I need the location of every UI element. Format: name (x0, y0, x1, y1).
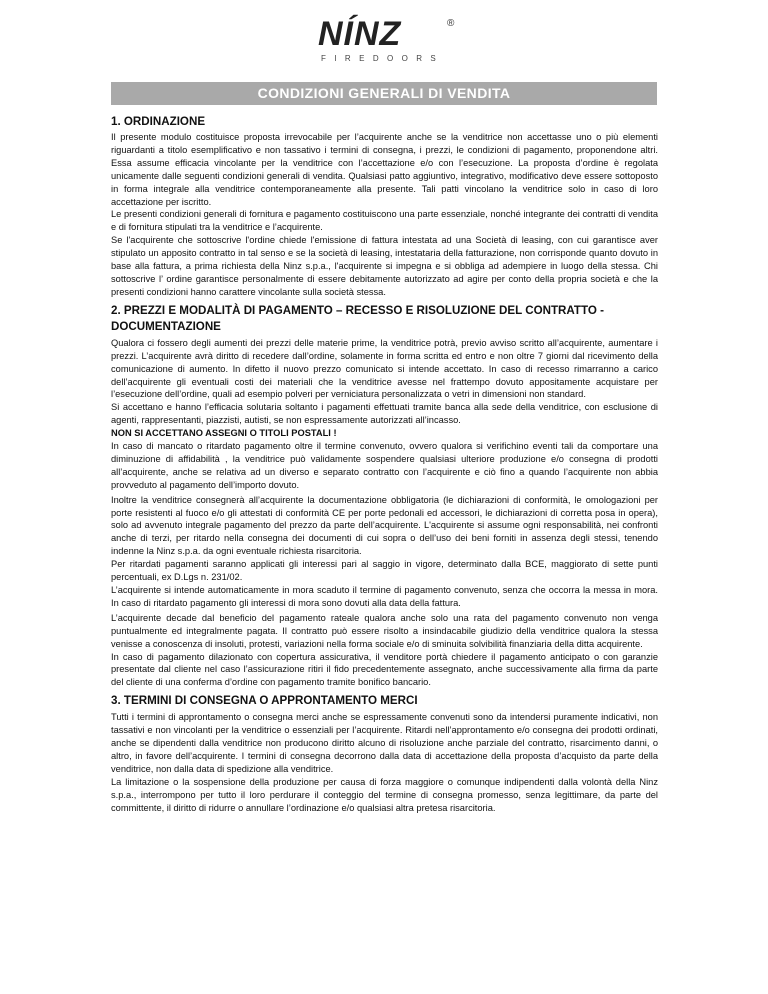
paragraph: Il presente modulo costituisce proposta irrevocabile per l’acquirente anche se la venditrice non accettasse uno o più elementi riguardanti a titolo esemplificativo e non tassativo i termini di consegna, i prezzi, le condizioni di pagamento, proponendone altri. Essa assume efficacia vincolante per la venditrice con l’accettazione e/o con l’esecuzione. La proposta d’ordine è regolata unicamente dalle seguenti condizioni generali di vendita. Qualsiasi patto aggiuntivo, integrativo, modificativo deve essere sottoposto in forma integrale alla venditrice contemporaneamente alla presente. Tali patti vincolano la venditrice solo in caso di loro accettazione per iscritto. (111, 132, 658, 207)
registered-mark: ® (447, 18, 455, 29)
paragraph: Tutti i termini di approntamento o consegna merci anche se espressamente convenuti sono da intendersi puramente indicativi, non tassativi e non vincolanti per la venditrice o essenziali per l’acquirente. Ritardi nell’approntamento e/o consegna dei prodotti ordinati, anche se dipendenti dalla venditrice non producono diritto alcuno di risoluzione anche parziale del contratto, risarcimento danni, o altro, in favore dell’acquirente. I termini di consegna decorrono dalla data di accettazione della proposta d’acquisto da parte della venditrice, non dalla data di spedizione alla venditrice. (111, 712, 658, 774)
section-heading-ordinazione: 1. ORDINAZIONE (111, 115, 206, 128)
logo-subtitle: FIREDOORS (321, 54, 445, 63)
document-title-banner: CONDIZIONI GENERALI DI VENDITA (111, 82, 657, 105)
paragraph: Inoltre la venditrice consegnerà all’acquirente la documentazione obbligatoria (le dichiarazioni di conformità, le omologazioni per porte resistenti al fuoco e/o gli attestati di conformità CE per porte pedonali ed accessori, le dichiarazioni di corretta posa in opera), solo ad avvenuto integrale pagamento del prezzo da parte dell’acquirente. L'acquirente si assume ogni responsabilità, nei confronti anche di terzi, per ritardo nella consegna dei documenti di cui sopra o dell’uso dei beni forniti in assenza degli stessi, tenendo indenne la Ninz s.p.a. da ogni eventuale richiesta risarcitoria. (111, 494, 658, 557)
paragraph: La limitazione o la sospensione della produzione per causa di forza maggiore o comunque indipendenti dalla volontà della Ninz s.p.a., interrompono per tutto il loro perdurare il conteggio del termine di consegna promesso, senza legittimare, da parte del committente, il diritto di ridurre o annullare l’ordinazione e/o qualsiasi altra pretesa risarcitoria. (111, 776, 658, 813)
paragraph: In caso di pagamento dilazionato con copertura assicurativa, il venditore portà chiedere il pagamento anticipato o con garanzie presentate dal cliente nel caso l’assicurazione ritiri il fido precedentemente assegnato, anche successivamente alla firma da parte del cliente di una conferma d’ordine con pagamento tramite bonifico bancario. (111, 651, 658, 688)
paragraph: Se l'acquirente che sottoscrive l'ordine chiede l'emissione di fattura intestata ad una Società di leasing, con cui garantisce aver stipulato un apposito contratto in tal senso e se la società di leasing, intestataria della fatturazione, non corrisponde quanto dovuto in base alla fattura, a prima richiesta della Ninz s.p.a., l'acquirente si impegna e si obbliga ad adempiere in luogo della stessa. Chi sottoscrive l’ ordine garantisce personalmente di essere debitamente autorizzato ad agire per conto della propria società e che la presenti condizioni hanno carattere vincolante sulla società stessa. (111, 235, 658, 297)
paragraph: Le presenti condizioni generali di fornitura e pagamento costituiscono una parte essenziale, nonché integrante dei contratti di vendita e di fornitura stipulati tra la venditrice e l’acquirente. (111, 209, 658, 233)
document-body (111, 112, 658, 815)
section-heading-termini: 3. TERMINI DI CONSEGNA O APPRONTAMENTO MERCI (111, 694, 418, 708)
paragraph: L’acquirente si intende automaticamente in mora scaduto il termine di pagamento convenuto, senza che occorra la messa in mora. In caso di ritardato pagamento gli interessi di mora sono dovuti alla data della fattura. (111, 585, 658, 608)
section-heading-prezzi: 2. PREZZI E MODALITÀ DI PAGAMENTO – RECESSO E RISOLUZIONE DEL CONTRATTO - DOCUMENTAZIONE (111, 303, 604, 333)
paragraph: Qualora ci fossero degli aumenti dei prezzi delle materie prime, la venditrice potrà, previo avviso scritto all’acquirente, aumentare i prezzi. L’acquirente avrà diritto di recedere dall’ordine, solamente in forma scritta ed entro e non oltre 7 giorni dal ricevimento della comunicazione di aumento. In difetto il nuovo prezzo comunicato si intende accettato. In caso di recesso rimarranno a carico dell’acquirente gli eventuali costi dei materiali che la venditrice avesse nel frattempo dovuto appositamente acquistare per l’esecuzione dell’ordine, quali ad esempio polveri per verniciatura personalizzata o vetri in dimensioni non standard. (111, 337, 658, 400)
company-logo (0, 16, 768, 64)
logo-wordmark: NÍNZ (318, 15, 402, 53)
paragraph: L’acquirente decade dal beneficio del pagamento rateale qualora anche solo una rata del pagamento convenuto non venga puntualmente ed integralmente pagata. Il contratto può essere risolto a insindacabile giudizio della venditrice qualora la stessa venisse a conoscenza di insoluti, protesti, variazioni nella forma sociale e/o di sminuita solvibilità finanziaria della ditta acquirente. (111, 612, 658, 649)
paragraph: Si accettano e hanno l’efficacia solutaria soltanto i pagamenti effettuati tramite banca alla sede della venditrice, con esclusione di agenti, rappresentanti, piazzisti, autisti, se non espressamente autorizzati all’incasso. (111, 402, 658, 426)
paragraph: Per ritardati pagamenti saranno applicati gli interessi pari al saggio in vigore, determinato dalla BCE, maggiorato di sette punti percentuali, ex D.Lgs n. 231/02. (111, 559, 658, 583)
notice-no-cheques: NON SI ACCETTANO ASSEGNI O TITOLI POSTALI ! (111, 428, 337, 439)
paragraph: In caso di mancato o ritardato pagamento oltre il termine convenuto, ovvero qualora si verifichino eventi tali da comportare una diminuzione di affidabilità , la venditrice può validamente sospendere qualsiasi ulteriore produzione e/o consegna di prodotti all’acquirente, anche se relativa ad un diverso e separato contratto con l’acquirente e ciò fino a quando l’acquirente non abbia provveduto al pagamento dell’importo dovuto. (111, 441, 658, 490)
